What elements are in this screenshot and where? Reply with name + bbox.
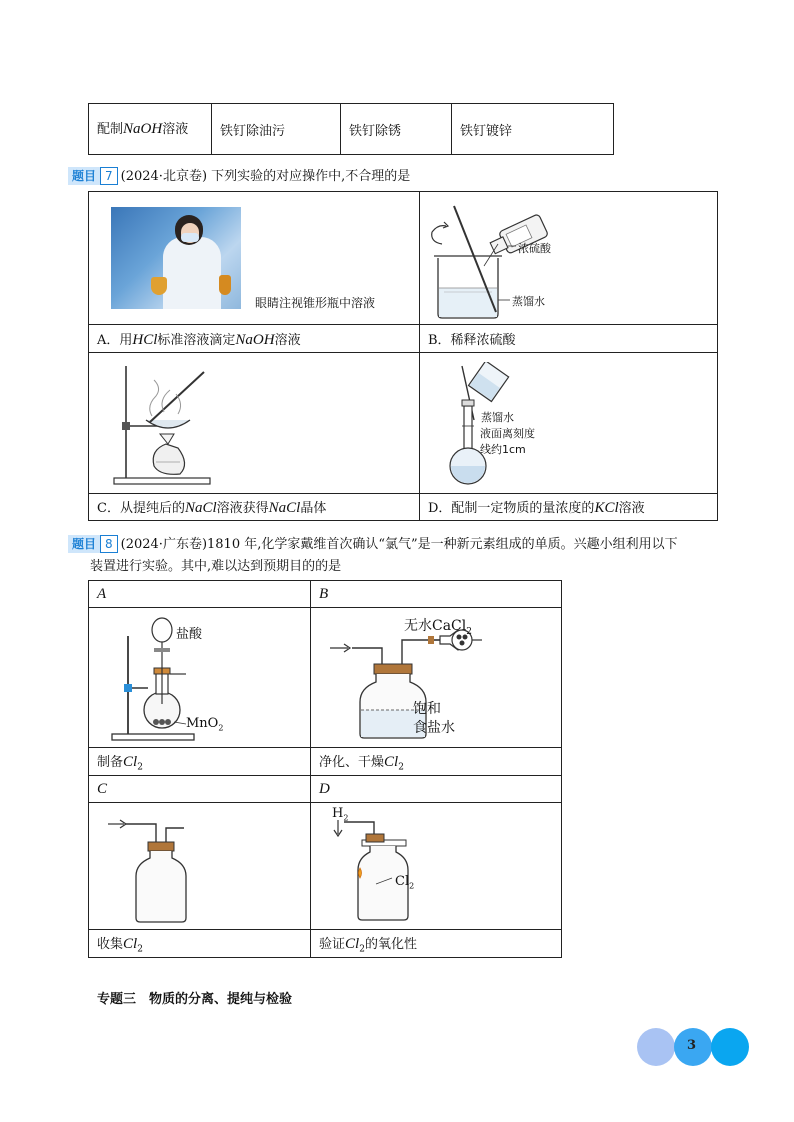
- label-conc-sulfuric-acid: 浓硫酸: [518, 242, 551, 255]
- label-mno2: MnO$_2$: [186, 716, 224, 733]
- titration-photo: [111, 207, 241, 309]
- gas-collection-diagram: [104, 816, 204, 926]
- label-cl2: $Cl_2$: [395, 874, 415, 891]
- top-cell-naoh: 配制NaOH溶液: [89, 104, 212, 155]
- q8-caption-b: 净化、干燥$Cl_2$: [311, 748, 562, 776]
- hydrogen-burning-diagram: [330, 812, 430, 924]
- q7-option-b: B．稀释浓硫酸: [420, 325, 718, 353]
- question-tag: 题目: [68, 167, 100, 185]
- label-distilled-water-b: 蒸馏水: [512, 295, 545, 308]
- top-cell-degrease: 铁钉除油污: [212, 104, 341, 155]
- label-saturated-1: 饱和: [413, 701, 441, 717]
- label-liquid-level-1: 液面离刻度: [480, 427, 535, 440]
- q8-head-d: D: [311, 776, 562, 803]
- question-8-text1: (2024·广东卷)1810 年,化学家戴维首次确认“氯气”是一种新元素组成的单质。兴趣小组利用以下: [120, 537, 678, 552]
- q7-option-c: C．从提纯后的NaCl溶液获得NaCl晶体: [89, 494, 420, 521]
- label-liquid-level-2: 线约1cm: [480, 443, 526, 456]
- page-number: 3: [687, 1038, 697, 1053]
- question-8-line1: [68, 535, 678, 555]
- question-7-line: [68, 167, 410, 187]
- label-saturated-2: 食盐水: [413, 720, 455, 736]
- q8-head-a: A: [89, 581, 311, 608]
- photo-caption: 眼睛注视锥形瓶中溶液: [255, 296, 376, 310]
- q7-option-a: A．用HCl标准溶液滴定NaOH溶液: [89, 325, 420, 353]
- dilution-diagram: [424, 196, 584, 322]
- top-cell-derust: 铁钉除锈: [341, 104, 452, 155]
- q8-caption-d: 验证$Cl_2$的氧化性: [311, 930, 562, 958]
- section-title: 专题三 物质的分离、提纯与检验: [97, 992, 293, 1007]
- label-distilled-water-d: 蒸馏水: [481, 411, 514, 424]
- top-table: [88, 103, 614, 155]
- question-7-text: (2024·北京卷) 下列实验的对应操作中,不合理的是: [120, 169, 411, 184]
- top-cell-galvanize: 铁钉镀锌: [452, 104, 614, 155]
- q8-head-b: B: [311, 581, 562, 608]
- question-number: 8: [100, 535, 118, 553]
- q8-head-c: C: [89, 776, 311, 803]
- label-anhydrous-cacl2: 无水CaCl$_2$: [404, 618, 472, 637]
- evaporation-diagram: [108, 360, 218, 488]
- question-tag: 题目: [68, 535, 100, 553]
- question-number: 7: [100, 167, 118, 185]
- q8-caption-a: 制备$Cl_2$: [89, 748, 311, 776]
- question-8-line2: 装置进行实验。其中,难以达到预期目的的是: [90, 559, 342, 574]
- label-hydrochloric-acid: 盐酸: [176, 627, 203, 642]
- q7-option-d: D．配制一定物质的量浓度的KCl溶液: [420, 494, 718, 521]
- label-h2: $H_2$: [332, 806, 349, 823]
- q8-caption-c: 收集$Cl_2$: [89, 930, 311, 958]
